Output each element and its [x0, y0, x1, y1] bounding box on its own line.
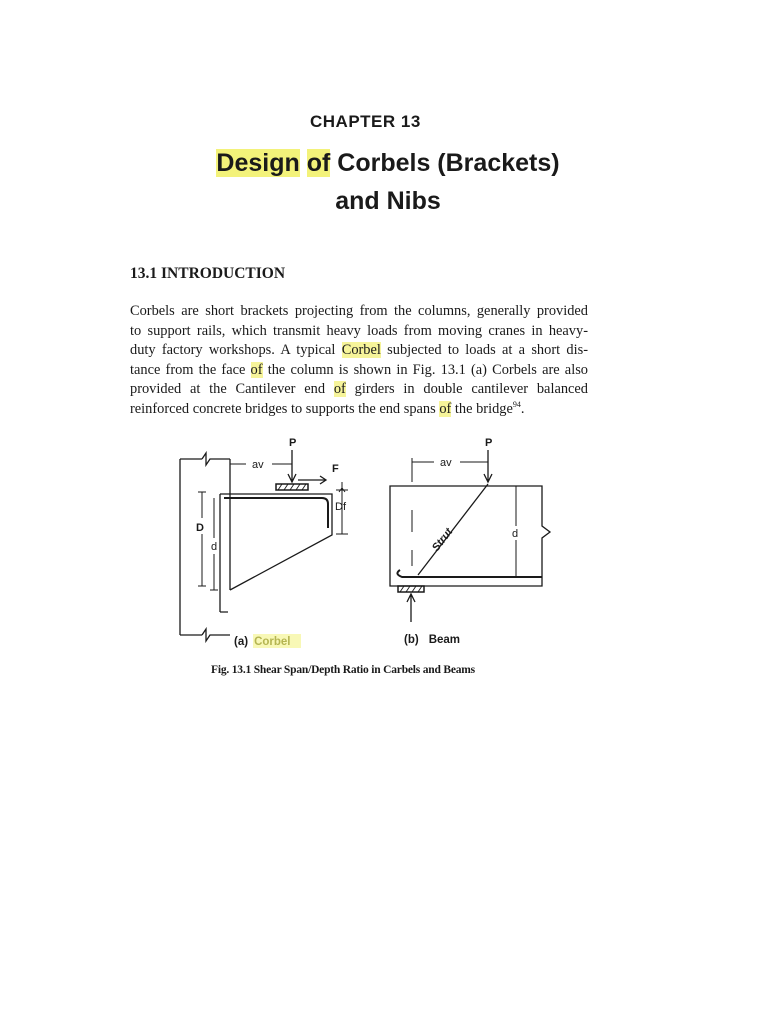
figure-caption: Fig. 13.1 Shear Span/Depth Ratio in Carbels and Beams [211, 664, 475, 676]
paragraph-line: Corbels are short brackets projecting from the columns, generally provided [130, 303, 588, 319]
title-highlight-design: Design [216, 149, 300, 177]
beam-strut-label: Strut [429, 526, 456, 554]
corbel-force-label: F [332, 463, 339, 475]
corbel-D-label: D [196, 522, 204, 534]
figure-13-1 [150, 432, 570, 657]
highlight-corbel: Corbel [341, 342, 381, 359]
paragraph-line [130, 341, 588, 361]
highlight-of: of [439, 400, 452, 417]
intro-paragraph [130, 302, 588, 420]
paragraph-line [130, 380, 588, 400]
beam-reaction-arrow [407, 594, 415, 622]
text-run: . [520, 400, 525, 417]
chapter-number: CHAPTER 13 [310, 112, 421, 131]
title-line-2: and Nibs [335, 187, 441, 215]
text-run: subjected to loads at a short dis- [380, 342, 588, 359]
support-hatch [400, 586, 422, 592]
text-run: the column is shown in Fig. 13.1 (a) Corbels are also [262, 361, 588, 378]
title-line-1 [168, 144, 608, 182]
text-run: provided at the Cantilever end [130, 381, 334, 398]
corbel-df-label: Df [335, 501, 346, 513]
reference-superscript: 94 [512, 400, 521, 410]
title-rest: Corbels (Brackets) [337, 149, 560, 177]
corbel-av-label: av [252, 459, 264, 471]
paragraph-line [130, 361, 588, 381]
corbel-reinforcement [224, 498, 328, 528]
corbel-caption-prefix: (a) [234, 636, 249, 648]
title-highlight-of: of [306, 149, 331, 177]
corbel-column [180, 453, 230, 641]
beam-strut [418, 484, 488, 575]
text-run: tance from the face [130, 361, 251, 378]
beam-d-label: d [512, 528, 519, 540]
corbel-d-label: d [211, 541, 218, 553]
chapter-title [168, 144, 608, 220]
corbel-force-arrow [298, 476, 326, 484]
section-heading: 13.1 INTRODUCTION [130, 265, 286, 282]
beam-outline [390, 486, 550, 586]
corbel-load-label: P [289, 437, 297, 449]
text-run: duty factory workshops. A typical [130, 342, 342, 359]
beam-caption [404, 634, 460, 646]
highlight-of: of [250, 361, 263, 378]
corbel-caption-highlight [253, 634, 301, 648]
paragraph-line [130, 400, 588, 420]
corbel-D-dimension [198, 492, 206, 586]
text-run: the bridge [451, 400, 513, 417]
highlight-of: of [333, 381, 346, 398]
text-run: reinforced concrete bridges to supports the end spans [130, 400, 440, 417]
beam-diagram [390, 437, 550, 646]
corbel-diagram [180, 437, 348, 648]
bearing-hatch [278, 484, 306, 490]
beam-load-label: P [485, 437, 493, 449]
paragraph-line: to support rails, which transmit heavy loads from moving cranes in heavy- [130, 322, 588, 339]
text-run: girders in double cantilever balanced [345, 381, 588, 398]
corbel-body [220, 494, 332, 612]
beam-caption-word: Beam [428, 634, 461, 646]
beam-caption-prefix: (b) [404, 634, 419, 646]
beam-av-label: av [440, 457, 452, 469]
